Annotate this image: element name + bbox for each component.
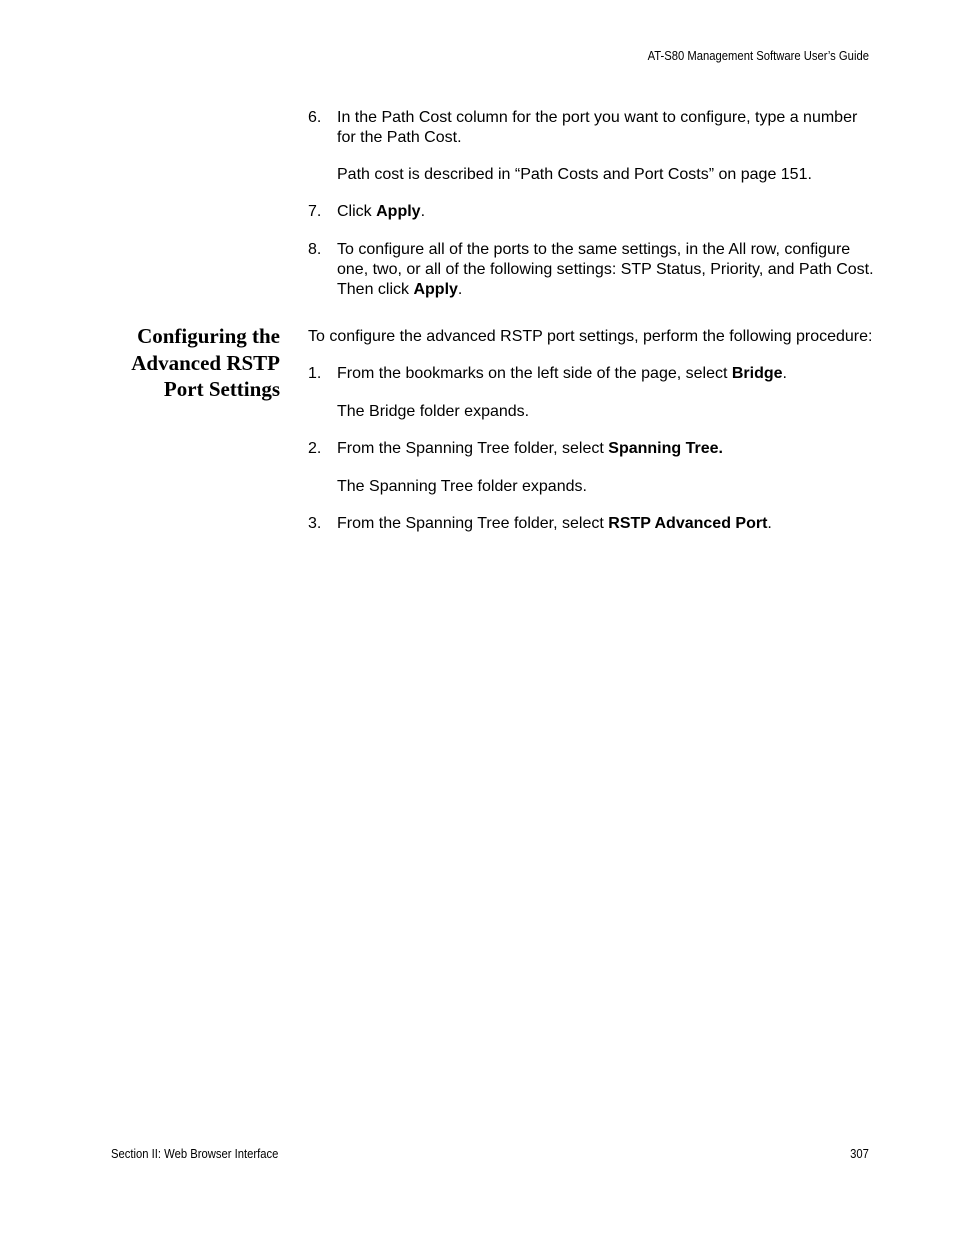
step-text: From the bookmarks on the left side of the page, select [337,365,732,382]
section-heading [80,323,280,403]
step-text: Click [337,203,377,220]
step-3 [308,514,874,534]
step-text: In the Path Cost column for the port you want to configure, type a number for the Path Cost. [337,109,858,146]
step-7 [308,202,874,222]
running-header: AT-S80 Management Software User’s Guide [647,49,869,63]
step-bold-term: Spanning Tree. [608,440,723,457]
section-intro: To configure the advanced RSTP port settings, perform the following procedure: [308,328,873,345]
section-heading-line: Configuring the [137,324,280,348]
section-body [308,327,874,534]
step-note: The Bridge folder expands. [337,403,530,420]
step-number: 6. [308,109,322,126]
step-6 [308,108,874,148]
step-number: 2. [308,440,322,457]
footer-section-label: Section II: Web Browser Interface [111,1147,279,1161]
step-text-end: . [782,365,787,382]
step-note: Path cost is described in “Path Costs and Port Costs” on page 151. [337,166,812,183]
section-heading-line: Port Settings [163,377,280,401]
step-text-end: . [457,281,463,298]
step-note: The Spanning Tree folder expands. [337,478,587,495]
section-heading-line: Advanced RSTP [131,350,280,375]
step-text-end: . [767,515,772,532]
step-list-continued [308,108,874,300]
step-bold-term: RSTP Advanced Port [608,515,768,532]
step-2 [308,439,874,459]
step-text: To configure all of the ports to the same settings, in the All row, configure one, two, or all of the following settings: STP Status, Priority, and Path Cost. Then click [337,241,874,298]
step-text: From the Spanning Tree folder, select [337,440,609,457]
step-number: 3. [308,515,322,532]
step-1 [308,364,874,384]
step-number: 8. [308,241,322,258]
step-8 [308,240,874,300]
step-text-end: . [420,203,426,220]
step-number: 1. [308,365,322,382]
step-bold-term: Apply [376,203,421,220]
step-number: 7. [308,203,322,220]
step-bold-term: Bridge [731,365,783,382]
step-text: From the Spanning Tree folder, select [337,515,609,532]
page-number: 307 [850,1147,869,1161]
step-bold-term: Apply [413,281,458,298]
